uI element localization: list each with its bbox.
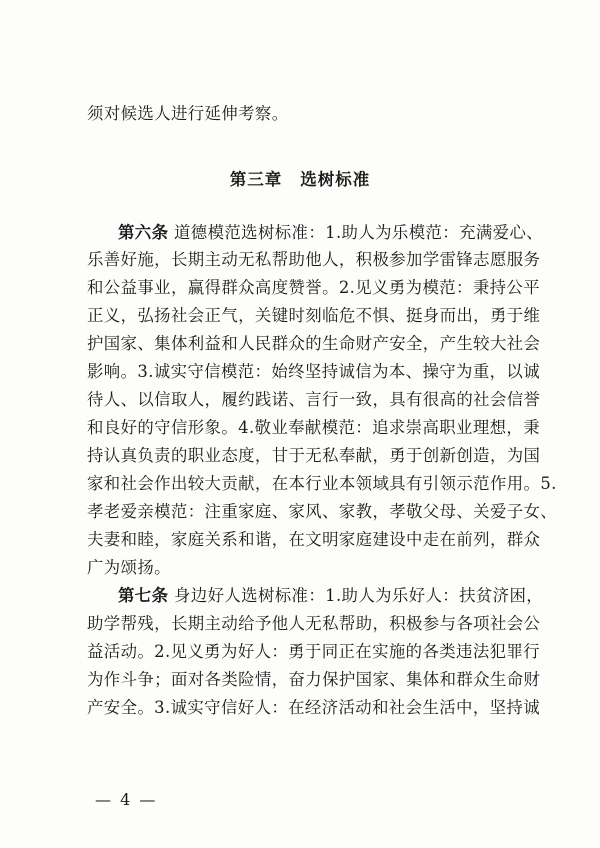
article7-label: 第七条: [118, 586, 169, 605]
article6-line: 影响。3.诚实守信模范：始终坚持诚信为本、操守为重，以诚: [87, 362, 540, 381]
chapter-number: 第三章: [229, 170, 283, 189]
article6-line: 和良好的守信形象。4.敬业奉献模范：追求崇高职业理想，秉: [87, 418, 540, 437]
article7-line: 为作斗争；面对各类险情，奋力保护国家、集体和群众生命财: [87, 670, 541, 689]
article6-line: 待人、以信取人，履约践诺、言行一致，具有很高的社会信誉: [87, 390, 541, 409]
article6-line: 广为颂扬。: [87, 558, 171, 577]
article6-line: 持认真负责的职业态度，甘于无私奉献，勇于创新创造，为国: [87, 446, 541, 465]
article7-line: 产安全。3.诚实守信好人：在经济活动和社会生活中，坚持诚: [87, 698, 540, 717]
article6-line: 家和社会作出较大贡献，在本行业本领域具有引领示范作用。5.: [87, 474, 557, 493]
article6-line: 护国家、集体利益和人民群众的生命财产安全，产生较大社会: [87, 334, 541, 353]
article6-label: 第六条: [118, 223, 169, 242]
article7-line: 助学帮残，长期主动给予他人无私帮助，积极参与各项社会公: [87, 614, 541, 633]
article6-first-line: [118, 223, 544, 243]
chapter-title: 选树标准: [300, 170, 371, 189]
intro-tail-line: 须对候选人进行延伸考察。: [87, 104, 289, 123]
article6-line: 乐善好施，长期主动无私帮助他人，积极参加学雷锋志愿服务: [87, 250, 541, 269]
article7-first-line: [118, 586, 544, 606]
article7-line: 益活动。2.见义勇为好人：勇于同正在实施的各类违法犯罪行: [87, 642, 540, 661]
article6-line: 道德模范选树标准：1.助人为乐模范：充满爱心、: [174, 223, 544, 242]
article6-line: 和公益事业，赢得群众高度赞誉。2.见义勇为模范：秉持公平: [87, 278, 540, 297]
page-number: — 4 —: [95, 790, 158, 809]
article6-line: 正义，弘扬社会正气，关键时刻临危不惧、挺身而出，勇于维: [87, 306, 541, 325]
article6-line: 夫妻和睦，家庭关系和谐，在文明家庭建设中走在前列，群众: [87, 530, 541, 549]
chapter-heading: [0, 166, 600, 190]
article7-line: 身边好人选树标准：1.助人为乐好人：扶贫济困，: [174, 586, 544, 605]
article6-line: 孝老爱亲模范：注重家庭、家风、家教，孝敬父母、关爱子女、: [87, 502, 558, 521]
